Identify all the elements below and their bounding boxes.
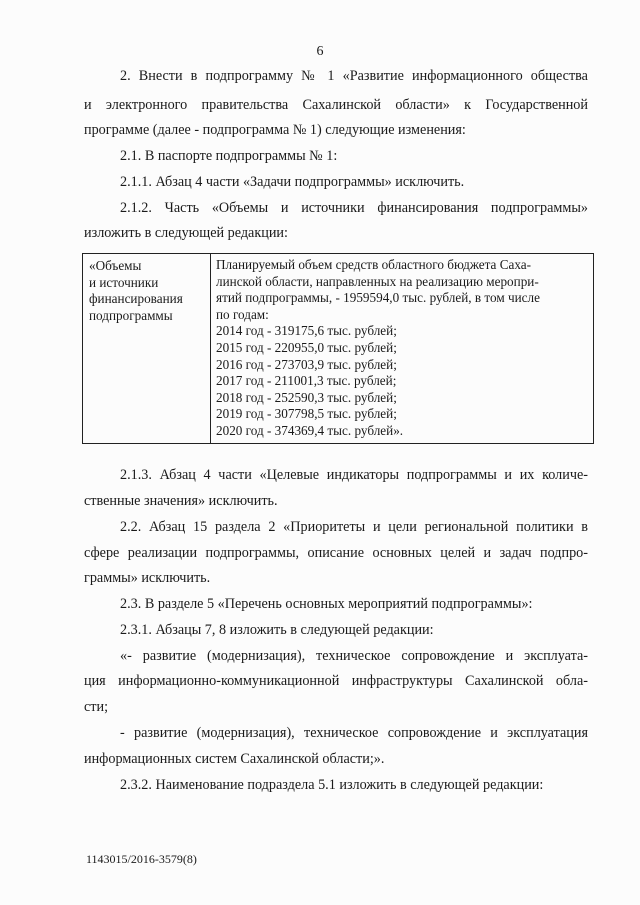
text-line: граммы» исключить.: [84, 570, 211, 586]
table-value-line: 2020 год - 374369,4 тыс. рублей».: [216, 422, 404, 438]
table-value-line: 2015 год - 220955,0 тыс. рублей;: [216, 339, 397, 355]
table-value-line: ятий подпрограммы, - 1959594,0 тыс. рублей, в том числе: [216, 290, 540, 306]
table-value-line: линской области, направленных на реализацию меропри-: [216, 273, 539, 289]
table-value-line: 2014 год - 319175,6 тыс. рублей;: [216, 323, 397, 339]
table-label-line: и источники: [89, 274, 159, 290]
text-line: программе (далее - подпрограмма № 1) следующие изменения:: [84, 122, 466, 138]
text-line: 2. Внести в подпрограмму № 1 «Развитие информационного общества: [120, 68, 588, 84]
table-label-line: «Объемы: [89, 258, 142, 273]
table-cell-value: [211, 254, 593, 443]
table-value-line: 2017 год - 211001,3 тыс. рублей;: [216, 373, 397, 389]
text-line: 2.1.1. Абзац 4 части «Задачи подпрограммы» исключить.: [120, 174, 465, 190]
document-id-footer: 1143015/2016-3579(8): [86, 852, 197, 866]
table-label-line: подпрограммы: [89, 307, 173, 323]
table-cell-label: [83, 254, 211, 443]
text-line: ственные значения» исключить.: [84, 493, 278, 509]
text-line: 2.3.1. Абзацы 7, 8 изложить в следующей редакции:: [120, 622, 434, 638]
table-value-line: 2018 год - 252590,3 тыс. рублей;: [216, 389, 397, 405]
text-line: информационных систем Сахалинской области;».: [84, 751, 385, 767]
text-line: 2.1.2. Часть «Объемы и источники финансирования подпрограммы»: [120, 200, 588, 216]
table-value-line: Планируемый объем средств областного бюджета Саха-: [216, 257, 532, 272]
text-line: сфере реализации подпрограммы, описание основных целей и задач подпро-: [84, 545, 588, 561]
text-line: - развитие (модернизация), техническое сопровождение и эксплуатация: [120, 725, 588, 741]
text-line: 2.3.2. Наименование подраздела 5.1 изложить в следующей редакции:: [120, 777, 544, 793]
text-line: сти;: [84, 699, 109, 715]
text-line: ция информационно-коммуникационной инфраструктуры Сахалинской обла-: [84, 673, 588, 689]
text-line: и электронного правительства Сахалинской области» к Государственной: [84, 97, 588, 113]
text-line: изложить в следующей редакции:: [84, 225, 288, 241]
table-value-line: по годам:: [216, 306, 269, 322]
text-line: «- развитие (модернизация), техническое сопровождение и эксплуата-: [120, 648, 588, 664]
text-line: 2.3. В разделе 5 «Перечень основных мероприятий подпрограммы»:: [120, 596, 533, 612]
text-line: 2.1.3. Абзац 4 части «Целевые индикаторы подпрограммы и их количе-: [120, 467, 588, 483]
financing-table: [82, 253, 594, 444]
table-value-line: 2019 год - 307798,5 тыс. рублей;: [216, 406, 397, 422]
table-value-line: 2016 год - 273703,9 тыс. рублей;: [216, 356, 397, 372]
page-number: 6: [316, 44, 324, 59]
table-label-line: финансирования: [89, 291, 183, 307]
text-line: 2.2. Абзац 15 раздела 2 «Приоритеты и цели региональной политики в: [120, 519, 588, 535]
text-line: 2.1. В паспорте подпрограммы № 1:: [120, 148, 338, 164]
